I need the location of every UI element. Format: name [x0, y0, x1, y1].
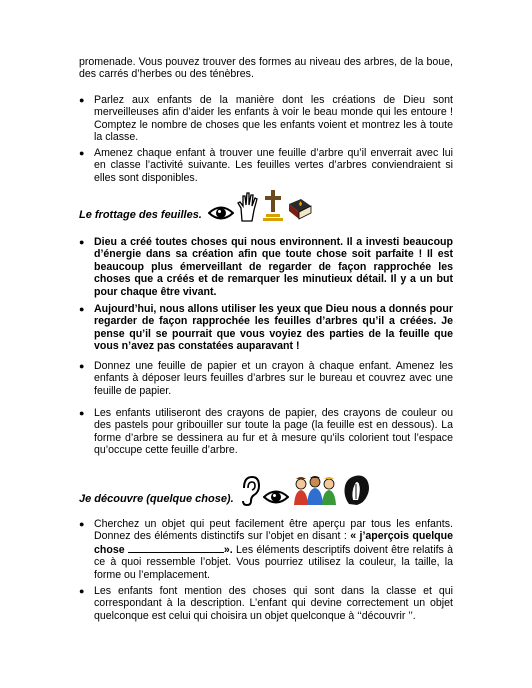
list-item — [79, 147, 453, 184]
list-item — [79, 518, 453, 581]
praying-hands-icon — [341, 474, 371, 506]
bullet: ● — [79, 586, 85, 596]
section-heading-i-spy — [79, 470, 371, 506]
list-item — [79, 303, 453, 353]
bullet: ● — [79, 95, 85, 105]
section-title: Je découvre (quelque chose). — [79, 492, 234, 505]
section-icons — [240, 474, 371, 506]
blank-line — [128, 543, 224, 553]
section-heading-leaf-rubbing — [79, 186, 313, 222]
bullet: ● — [79, 408, 85, 418]
item-text: Parlez aux enfants de la manière dont les créations de Dieu sont merveilleuses afin d’aider les enfants à voir le beau monde qui les entoure ! Comptez le nombre de choses que les enfants voient et montrez les à toute la classe. — [94, 94, 453, 144]
item-text: Dieu a créé toutes choses qui nous environnent. Il a investi beaucoup d’énergie dans sa création afin que toute chose soit parfaite ! Il est beaucoup plus émerveillant de regarder de façon rapprochée les choses que a créés et de remarquer les minutieux détail. Il y a un but pour chaque être vivant. — [94, 236, 453, 298]
list-item — [79, 94, 453, 144]
ear-icon — [240, 476, 260, 506]
list-item — [79, 236, 453, 298]
bible-icon — [287, 196, 313, 222]
bullet: ● — [79, 148, 85, 158]
quote-end: ». — [223, 543, 233, 556]
quote-text: « j’aperçois quelque chose — [94, 530, 453, 556]
section-title: Le frottage des feuilles. — [79, 208, 202, 221]
children-group-icon — [292, 476, 338, 506]
list-item — [79, 407, 453, 457]
bullet: ● — [79, 237, 85, 247]
item-text: Amenez chaque enfant à trouver une feuille d’arbre qu’il enverrait avec lui en classe l’activité suivante. Les feuilles vertes d’arbres conviendraient si elles sont disponibles. — [94, 147, 453, 184]
candle-cross-icon — [262, 188, 284, 222]
item-text: Les enfants utiliseront des crayons de papier, des crayons de couleur ou des pastels pour gribouiller sur toute la page (la feuille est en dessous). La forme d’arbre se dessinera au fur et à mesure qu’ils colorient tout l’espace qu’occupe cette feuille d’arbre. — [94, 407, 453, 457]
item-text-start: Cherchez un objet qui peut facilement être aperçu par tous les enfants. Donnez des éléments distinctifs sur l’objet en disant : — [94, 518, 453, 543]
bullet: ● — [79, 519, 85, 529]
hand-icon — [237, 192, 259, 222]
item-text: Aujourd’hui, nous allons utiliser les yeux que Dieu nous a donnés pour regarder de façon rapprochée les feuilles d’arbres qu’il a créées. Je pense qu’il se pourrait que vous voyiez des parties de la feuille que vous n’avez pas constatées auparavant ! — [94, 303, 453, 353]
section-icons — [208, 188, 313, 222]
item-text: Donnez une feuille de papier et un crayon à chaque enfant. Amenez les enfants à déposer leurs feuilles d’arbres sur le bureau et couvrez avec une feuille de papier. — [94, 360, 453, 397]
bullet: ● — [79, 304, 85, 314]
item-text: Les enfants font mention des choses qui sont dans la classe et qui correspondant à la description. L’enfant qui devine correctement un objet quelconque est celui qui choisira un objet quelconque à ‘‘découvrir ’’. — [94, 585, 453, 622]
eye-icon — [263, 488, 289, 506]
continuation-paragraph: promenade. Vous pouvez trouver des formes au niveau des arbres, de la boue, des carrés d’herbes ou des ténèbres. — [79, 56, 453, 81]
item-text-end: Les éléments descriptifs doivent être relatifs à ce à quoi ressemble l’objet. Vous pourriez utilisez la couleur, la taille, la forme ou l’emplacement. — [94, 543, 453, 581]
list-item — [79, 585, 453, 622]
item-text — [94, 518, 453, 581]
bullet: ● — [79, 361, 85, 371]
eye-icon — [208, 204, 234, 222]
list-item — [79, 360, 453, 397]
